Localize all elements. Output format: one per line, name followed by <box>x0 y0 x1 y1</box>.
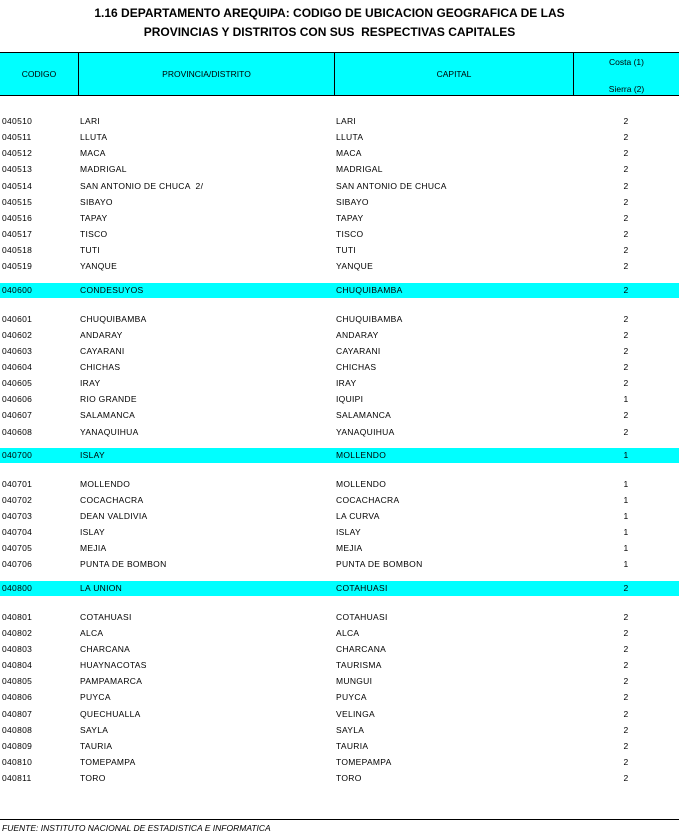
table-row <box>0 643 679 655</box>
cell-name: TAPAY <box>80 212 108 223</box>
cell-capital: MACA <box>336 148 362 159</box>
cell-capital: YANQUE <box>336 261 374 272</box>
cell-code: 040602 <box>2 329 33 340</box>
cell-capital: SAYLA <box>336 724 365 735</box>
cell-name: MEJIA <box>80 543 107 554</box>
table-row <box>0 196 679 208</box>
cell-name: TOMEPAMPA <box>80 756 136 767</box>
cell-capital: CHICHAS <box>336 361 377 372</box>
province-row <box>0 581 679 596</box>
cell-capital: TAURISMA <box>336 660 382 671</box>
cell-name: LARI <box>80 116 101 126</box>
header-codigo: CODIGO <box>0 53 79 95</box>
table-row <box>0 478 679 490</box>
cell-code: 040519 <box>2 261 33 272</box>
header-costa: Costa (1) <box>609 57 644 67</box>
cell-name: SAYLA <box>80 724 109 735</box>
cell-code: 040806 <box>2 692 33 703</box>
cell-region: 2 <box>623 724 629 735</box>
cell-name: CONDESUYOS <box>80 284 144 295</box>
cell-code: 040808 <box>2 724 33 735</box>
cell-name: ANDARAY <box>80 329 123 340</box>
cell-capital: TOMEPAMPA <box>336 756 392 767</box>
cell-capital: CHUQUIBAMBA <box>336 313 403 324</box>
cell-capital: ANDARAY <box>336 329 379 340</box>
cell-region: 2 <box>623 611 629 622</box>
table-row <box>0 393 679 405</box>
cell-region: 2 <box>623 329 629 340</box>
table-row <box>0 724 679 736</box>
cell-name: PUNTA DE BOMBON <box>80 559 167 570</box>
table-row <box>0 708 679 720</box>
cell-code: 040511 <box>2 132 32 143</box>
cell-region: 2 <box>623 261 629 272</box>
cell-capital: YANAQUIHUA <box>336 426 395 437</box>
table-row <box>0 526 679 538</box>
cell-name: CHUQUIBAMBA <box>80 313 147 324</box>
cell-name: LLUTA <box>80 132 108 143</box>
table-row <box>0 611 679 623</box>
header-capital: CAPITAL <box>335 53 574 95</box>
cell-capital: SIBAYO <box>336 196 369 207</box>
table-row <box>0 542 679 554</box>
cell-name: ALCA <box>80 627 104 638</box>
cell-code: 040603 <box>2 345 33 356</box>
table-row <box>0 345 679 357</box>
cell-code: 040703 <box>2 511 33 521</box>
cell-region: 1 <box>623 494 629 505</box>
cell-region: 2 <box>623 660 629 671</box>
table-row <box>0 675 679 687</box>
cell-capital: CHARCANA <box>336 643 387 654</box>
cell-region: 2 <box>623 345 629 356</box>
cell-capital: CAYARANI <box>336 345 381 356</box>
cell-name: CAYARANI <box>80 345 125 356</box>
cell-code: 040600 <box>2 284 33 295</box>
cell-capital: MOLLENDO <box>336 449 387 460</box>
cell-code: 040607 <box>2 410 33 421</box>
cell-name: ISLAY <box>80 527 105 538</box>
cell-capital: LARI <box>336 116 357 126</box>
cell-capital: TAURIA <box>336 740 369 751</box>
header-provincia: PROVINCIA/DISTRITO <box>79 53 335 95</box>
table-row <box>0 627 679 639</box>
cell-region: 2 <box>623 740 629 751</box>
cell-code: 040800 <box>2 582 33 593</box>
cell-region: 2 <box>623 284 629 295</box>
cell-code: 040705 <box>2 543 33 554</box>
cell-region: 2 <box>623 410 629 421</box>
cell-name: MOLLENDO <box>80 478 131 489</box>
cell-capital: LLUTA <box>336 132 364 143</box>
cell-capital: LA CURVA <box>336 511 380 521</box>
cell-region: 2 <box>623 692 629 703</box>
cell-region: 2 <box>623 676 629 687</box>
cell-name: COCACHACRA <box>80 494 144 505</box>
cell-name: TISCO <box>80 229 108 240</box>
cell-name: CHARCANA <box>80 643 131 654</box>
table-row <box>0 260 679 272</box>
cell-capital: MUNGUI <box>336 676 373 687</box>
cell-capital: MADRIGAL <box>336 164 383 175</box>
cell-name: COTAHUASI <box>80 611 132 622</box>
province-row <box>0 448 679 463</box>
table-row <box>0 494 679 506</box>
cell-code: 040604 <box>2 361 33 372</box>
cell-region: 2 <box>623 582 629 593</box>
cell-capital: PUNTA DE BOMBON <box>336 559 423 570</box>
cell-region: 1 <box>623 527 629 538</box>
cell-capital: ALCA <box>336 627 360 638</box>
table-row <box>0 426 679 438</box>
cell-capital: MEJIA <box>336 543 363 554</box>
cell-capital: IQUIPI <box>336 394 364 405</box>
cell-region: 2 <box>623 212 629 223</box>
cell-code: 040510 <box>2 116 33 126</box>
table-row <box>0 131 679 143</box>
cell-code: 040515 <box>2 196 33 207</box>
cell-region: 2 <box>623 164 629 175</box>
cell-capital: COCACHACRA <box>336 494 400 505</box>
cell-region: 2 <box>623 643 629 654</box>
cell-code: 040702 <box>2 494 33 505</box>
cell-region: 1 <box>623 478 629 489</box>
cell-code: 040802 <box>2 627 33 638</box>
table-row <box>0 691 679 703</box>
cell-capital: IRAY <box>336 378 357 389</box>
cell-region: 2 <box>623 378 629 389</box>
table-row <box>0 163 679 175</box>
cell-region: 2 <box>623 708 629 719</box>
table-row <box>0 329 679 341</box>
cell-region: 1 <box>623 559 629 570</box>
table-row <box>0 756 679 768</box>
cell-name: SAN ANTONIO DE CHUCA 2/ <box>80 180 204 191</box>
cell-code: 040605 <box>2 378 33 389</box>
cell-name: PAMPAMARCA <box>80 676 143 687</box>
table-row <box>0 228 679 240</box>
header-costa-sierra <box>574 53 679 95</box>
cell-capital: ISLAY <box>336 527 361 538</box>
cell-region: 2 <box>623 361 629 372</box>
cell-region: 1 <box>623 449 629 460</box>
cell-code: 040512 <box>2 148 33 159</box>
source-note: FUENTE: INSTITUTO NACIONAL DE ESTADISTICA E INFORMATICA <box>0 819 679 833</box>
cell-name: ISLAY <box>80 449 105 460</box>
cell-code: 040803 <box>2 643 33 654</box>
cell-name: HUAYNACOTAS <box>80 660 147 671</box>
cell-region: 2 <box>623 229 629 240</box>
cell-capital: TUTI <box>336 245 357 256</box>
table-row <box>0 147 679 159</box>
cell-name: CHICHAS <box>80 361 121 372</box>
cell-code: 040518 <box>2 245 33 256</box>
table-header <box>0 52 679 96</box>
cell-capital: COTAHUASI <box>336 582 388 593</box>
cell-code: 040704 <box>2 527 33 538</box>
table-row <box>0 510 679 522</box>
table-row <box>0 740 679 752</box>
table-row <box>0 180 679 192</box>
cell-capital: CHUQUIBAMBA <box>336 284 403 295</box>
cell-name: MADRIGAL <box>80 164 127 175</box>
cell-region: 2 <box>623 245 629 256</box>
cell-code: 040804 <box>2 660 33 671</box>
cell-code: 040516 <box>2 212 33 223</box>
cell-name: YANAQUIHUA <box>80 426 139 437</box>
cell-code: 040701 <box>2 478 33 489</box>
cell-capital: SAN ANTONIO DE CHUCA <box>336 180 447 191</box>
header-sierra: Sierra (2) <box>608 84 645 94</box>
table-row <box>0 659 679 671</box>
cell-code: 040807 <box>2 708 33 719</box>
cell-region: 2 <box>623 132 629 143</box>
cell-capital: SALAMANCA <box>336 410 392 421</box>
cell-code: 040606 <box>2 394 33 405</box>
cell-name: TUTI <box>80 245 101 256</box>
cell-code: 040811 <box>2 773 32 784</box>
cell-code: 040608 <box>2 426 33 437</box>
cell-code: 040801 <box>2 611 33 622</box>
cell-code: 040601 <box>2 313 33 324</box>
cell-region: 2 <box>623 426 629 437</box>
cell-name: PUYCA <box>80 692 111 703</box>
cell-name: SALAMANCA <box>80 410 136 421</box>
cell-capital: TORO <box>336 773 362 784</box>
cell-capital: TISCO <box>336 229 364 240</box>
cell-capital: VELINGA <box>336 708 375 719</box>
cell-name: TORO <box>80 773 106 784</box>
cell-capital: PUYCA <box>336 692 367 703</box>
cell-name: MACA <box>80 148 106 159</box>
cell-region: 2 <box>623 116 629 126</box>
cell-region: 2 <box>623 627 629 638</box>
cell-capital: TAPAY <box>336 212 364 223</box>
page-title: 1.16 DEPARTAMENTO AREQUIPA: CODIGO DE UBICACION GEOGRAFICA DE LAS <box>94 6 565 20</box>
table-row <box>0 361 679 373</box>
cell-code: 040513 <box>2 164 33 175</box>
table-row <box>0 558 679 570</box>
cell-region: 2 <box>623 148 629 159</box>
cell-name: IRAY <box>80 378 101 389</box>
cell-code: 040517 <box>2 229 33 240</box>
cell-code: 040810 <box>2 756 33 767</box>
table-row <box>0 313 679 325</box>
cell-name: DEAN VALDIVIA <box>80 511 148 521</box>
cell-region: 2 <box>623 313 629 324</box>
cell-name: TAURIA <box>80 740 113 751</box>
table-row <box>0 409 679 421</box>
cell-region: 2 <box>623 756 629 767</box>
cell-code: 040809 <box>2 740 33 751</box>
cell-code: 040706 <box>2 559 33 570</box>
cell-region: 1 <box>623 394 629 405</box>
table-row <box>0 115 679 127</box>
province-row <box>0 283 679 298</box>
cell-capital: MOLLENDO <box>336 478 387 489</box>
table-row <box>0 772 679 784</box>
cell-name: LA UNION <box>80 582 123 593</box>
cell-code: 040700 <box>2 449 33 460</box>
table-row <box>0 377 679 389</box>
table-row <box>0 212 679 224</box>
table-row <box>0 244 679 256</box>
cell-name: RIO GRANDE <box>80 394 137 405</box>
cell-code: 040805 <box>2 676 33 687</box>
cell-region: 1 <box>623 543 629 554</box>
cell-region: 2 <box>623 180 629 191</box>
cell-region: 2 <box>623 196 629 207</box>
cell-region: 2 <box>623 773 629 784</box>
cell-name: SIBAYO <box>80 196 113 207</box>
cell-name: QUECHUALLA <box>80 708 141 719</box>
page-subtitle: PROVINCIAS Y DISTRITOS CON SUS RESPECTIVAS CAPITALES <box>143 25 516 39</box>
cell-capital: COTAHUASI <box>336 611 388 622</box>
cell-name: YANQUE <box>80 261 118 272</box>
cell-code: 040514 <box>2 180 33 191</box>
cell-region: 1 <box>623 511 629 521</box>
